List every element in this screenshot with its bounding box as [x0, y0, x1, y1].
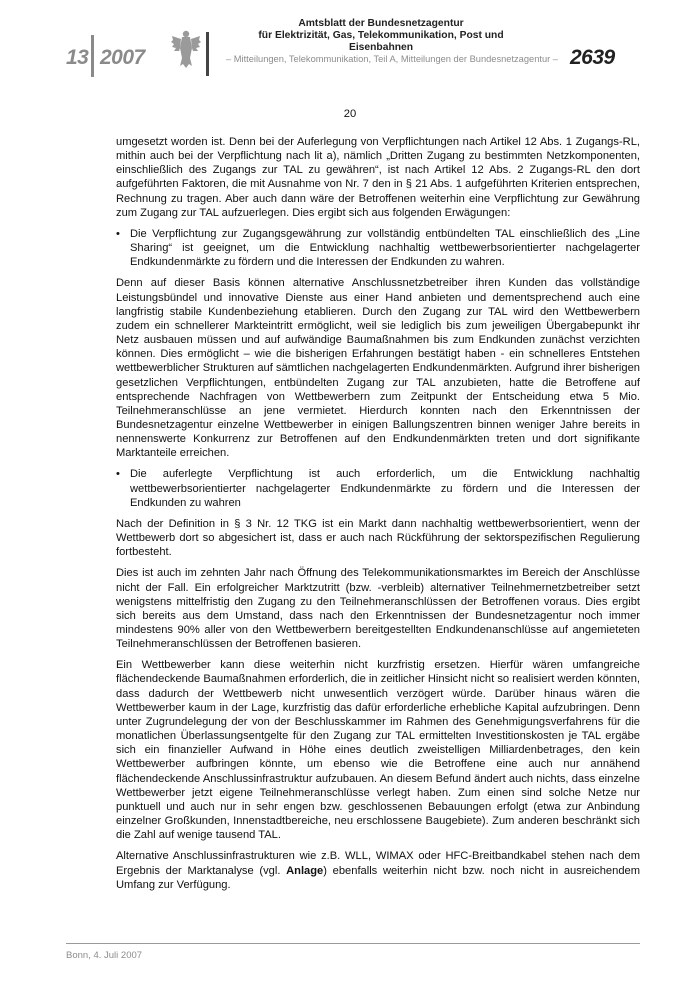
bullet-text: Die Verpflichtung zur Zugangsgewährung zur vollständig entbündelten TAL einschließlich des „Line Sharing“ ist geeignet, um die Entwicklung nachhaltig wettbewerbsorientierter nachgelagerter Endkundenmärkte zu fördern und die Interessen der Endkunden zu wahren.	[130, 227, 640, 269]
paragraph: Ein Wettbewerber kann diese weiterhin nicht kurzfristig ersetzen. Hierfür wären umfangreiche flächendeckende Baumaßnahmen erforderlich, die in zeitlicher Hinsicht nicht so realisiert werden könnten, dass dadurch der Wettbewerb nicht unwesentlich verzögert würde. Darüber hinaus wären die Wettbewerber kaum in der Lage, kurzfristig das dafür erforderliche erhebliche Kapital aufzubringen. Denn unter Zugrundelegung der von der Beschlusskammer im Rahmen des Genehmigungsverfahrens für die monatlichen Überlassungsentgelte für den Zugang zur TAL ermittelten Investitionskosten je TAL ergäbe sich ein finanzieller Aufwand in Höhe eines deutlich zweistelligen Milliardenbetrages, den kein Wettbewerber aufbringen könnte, um ebenso wie die Betroffene eine auch nur annähend flächendeckende Anschlussinfrastruktur aufzubauen. An diesem Befund ändert auch nichts, dass einzelne Wettbewerber jetzt eigene Teilnehmeranschlüsse verlegt haben. Zum einen sind solche Netze nur punktuell und auch nur in sehr engen bzw. geschlossenen Bebauungen erfolgt (etwa zur Anbindung einzelner Großkunden, Innenstadtbereiche, neu erschlossene Baugebiete). Zum anderen beschränkt sich die Zahl auf wenige tausend TAL.	[116, 659, 640, 842]
header-divider	[206, 32, 209, 76]
bullet-marker: •	[116, 468, 120, 481]
annex-reference: Anlage	[286, 864, 324, 877]
bullet-text: Die auferlegte Verpflichtung ist auch erforderlich, um die Entwicklung nachhaltig wettbewerbsorientierter nachgelagerter Endkundenmärkte zu fördern und die Interessen der Endkunden zu wahren	[130, 468, 640, 509]
bullet-marker: •	[116, 227, 120, 240]
paragraph-text-end: ) ebenfalls weiterhin nicht bzw. noch nicht in ausreichendem Umfang zur Verfügung.	[116, 864, 640, 891]
paragraph	[116, 849, 640, 891]
paragraph: Nach der Definition in § 3 Nr. 12 TKG ist ein Markt dann nachhaltig wettbewerbsorientiert, wenn der Wettbewerb dort so abgesichert ist, dass er auch nach Rückführung der sektorspezifischen Regulierung fortbesteht.	[116, 517, 640, 559]
paragraph: umgesetzt worden ist. Denn bei der Auferlegung von Verpflichtungen nach Artikel 12 Abs. 1 Zugangs-RL, mithin auch bei der Verpflichtung nach lit a), nämlich „Dritten Zugang zu bestimmten Netzkomponenten, einschließlich des Zugangs zur TAL zu gewähren“, ist nach Artikel 12 Abs. 2 Zugangs-RL den dort aufgeführten Faktoren, die mit Ausnahme von Nr. 7 den in § 21 Abs. 1 aufgeführten Kriterien entsprechen, Rechnung zu tragen. Aber auch dann wäre der Betroffenen weiterhin eine Verpflichtung zur Gewährung zum Zugang zur TAL aufzuerlegen. Dies ergibt sich aus folgenden Erwägungen:	[116, 136, 640, 219]
document-body	[116, 135, 640, 899]
page-header	[0, 0, 700, 80]
paragraph-text-start: Alternative Anschlussinfrastrukturen wie z.B. WLL, WIMAX oder HFC-Breitbandkabel stehen nach dem Ergebnis der Marktanalyse (vgl.	[116, 850, 640, 877]
issue-year: 2007	[100, 46, 145, 69]
bullet-item	[116, 227, 640, 269]
issue-divider	[91, 35, 94, 77]
footer-date: Bonn, 4. Juli 2007	[66, 950, 143, 961]
inner-page-number: 20	[343, 108, 357, 120]
page-number: 2639	[570, 46, 615, 69]
federal-eagle-icon	[170, 28, 202, 70]
gazette-title-line1: Amtsblatt der Bundesnetzagentur	[298, 18, 464, 29]
gazette-title	[226, 18, 536, 54]
bullet-item	[116, 467, 640, 509]
gazette-title-line2: für Elektrizität, Gas, Telekommunikation, Post und Eisenbahnen	[258, 30, 504, 53]
gazette-subtitle: – Mitteilungen, Telekommunikation, Teil A, Mitteilungen der Bundesnetzagentur –	[226, 54, 558, 64]
paragraph: Dies ist auch im zehnten Jahr nach Öffnung des Telekommunikationsmarktes im Bereich der Anschlüsse nicht der Fall. Ein erfolgreicher Marktzutritt (bzw. -verbleib) alternativer Teilnehmernetzbetreiber setzt wenigstens mittelfristig den Zugang zu den Teilnehmeranschlüssen der Betroffenen voraus. Dies ergibt sich bereits aus dem Umstand, dass nach den Erkenntnissen der Bundesnetzagentur noch immer mindestens 90% aller von den Wettbewerbern bereitgestellten Endkundenanschlüsse auf angemieteten Teilnehmeranschlüssen der Betroffenen basieren.	[116, 567, 640, 651]
issue-number: 13	[66, 46, 89, 69]
paragraph: Denn auf dieser Basis können alternative Anschlussnetzbetreiber ihren Kunden das vollständige Leistungsbündel und innovative Dienste aus einer Hand anbieten und dementsprechend auch eine langfristig stabile Kundenbeziehung etablieren. Durch den Zugang zur TAL wird den Wettbewerbern zudem ein schnellerer Markteintritt ermöglicht, weil sie lediglich bis zum jeweiligen Übergabepunkt ihr Netz ausbauen müssen und auf aufwändige Baumaßnahmen bis zum Endkunden zunächst verzichten können. Dies ermöglicht – wie die bisherigen Erfahrungen bestätigt haben - ein schnelleres Entstehen wettbewerblicher Strukturen auf sämtlichen nachgelagerten Endkundenmärkten. Aufgrund ihrer bisherigen gesetzlichen Verpflichtungen, entbündelten Zugang zur TAL anzubieten, hatte die Betroffene auf entsprechende Nachfragen von Wettbewerbern zum Zeitpunkt der Entscheidung etwa 5 Mio. Teilnehmeranschlüsse an jene vermietet. Hierdurch konnten nach den Erkenntnissen der Bundesnetzagentur einzelne Wettbewerber in einigen Ballungszentren binnen weniger Jahre bereits in nennenswerte Konkurrenz zur Betroffenen auf den Endkundenmärkten treten und dort signifikante Marktanteile erreichen.	[116, 277, 640, 460]
footer-divider	[66, 943, 640, 944]
